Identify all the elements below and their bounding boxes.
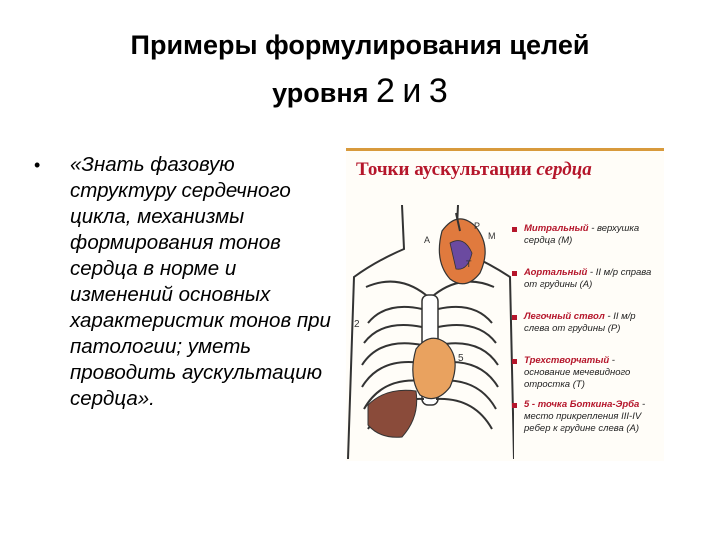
figure-title-plain: Точки аускультации bbox=[356, 159, 532, 180]
title-word: уровня bbox=[272, 78, 369, 108]
legend-name: Легочный ствол bbox=[524, 311, 605, 322]
label-5: 5 bbox=[458, 353, 464, 364]
legend-text bbox=[524, 223, 662, 247]
title-number-3: 3 bbox=[428, 72, 448, 110]
legend-text bbox=[524, 311, 662, 335]
legend-text bbox=[524, 267, 662, 291]
label-p: Р bbox=[474, 221, 481, 231]
legend-name: Аортальный bbox=[524, 267, 588, 278]
legend-desc: - II м/р слева от грудины (Р) bbox=[524, 311, 636, 334]
label-m: М bbox=[488, 231, 496, 241]
legend-desc: - верхушка сердца (М) bbox=[524, 223, 640, 246]
label-2: 2 bbox=[354, 319, 360, 330]
title-and: и bbox=[402, 72, 422, 110]
label-a: А bbox=[424, 235, 431, 245]
figure-title-italic: сердца bbox=[536, 159, 592, 180]
clavicle-left bbox=[366, 282, 426, 295]
label-t: Т bbox=[466, 259, 472, 269]
legend-name: Трехстворчатый bbox=[524, 355, 610, 366]
bullet-icon: • bbox=[34, 155, 41, 175]
legend-text bbox=[524, 355, 662, 391]
heart-in-chest bbox=[413, 338, 455, 398]
auscultation-figure bbox=[346, 148, 664, 461]
title-number-2: 2 bbox=[375, 72, 395, 110]
legend-desc: - II м/р справа от грудины (А) bbox=[524, 267, 652, 290]
bullet-square-icon bbox=[512, 271, 517, 276]
legend-name: Митральный bbox=[524, 223, 589, 234]
bullet-text: «Знать фазовую структуру сердечного цикла, механизмы формирования тонов сердца в норме и изменений основных характеристик тонов при патологии; уметь проводить аускультацию сердца». bbox=[70, 153, 331, 410]
title-line-1: Примеры формулирования целей bbox=[130, 30, 590, 60]
legend-text bbox=[524, 399, 662, 435]
bullet-square-icon bbox=[512, 359, 517, 364]
legend-desc: - место прикрепления III-IV ребер к грудине слева (А) bbox=[524, 399, 646, 434]
figure-title bbox=[356, 159, 592, 181]
chest-illustration bbox=[346, 191, 514, 459]
title-line-2 bbox=[40, 68, 680, 116]
bullet-square-icon bbox=[512, 315, 517, 320]
bullet-square-icon bbox=[512, 227, 517, 232]
liver bbox=[368, 390, 417, 437]
bullet-square-icon bbox=[512, 403, 517, 408]
slide-title bbox=[40, 22, 680, 116]
legend-name: 5 - точка Боткина-Эрба bbox=[524, 399, 640, 410]
legend-desc: - основание мечевидного отростка (Т) bbox=[524, 355, 631, 390]
